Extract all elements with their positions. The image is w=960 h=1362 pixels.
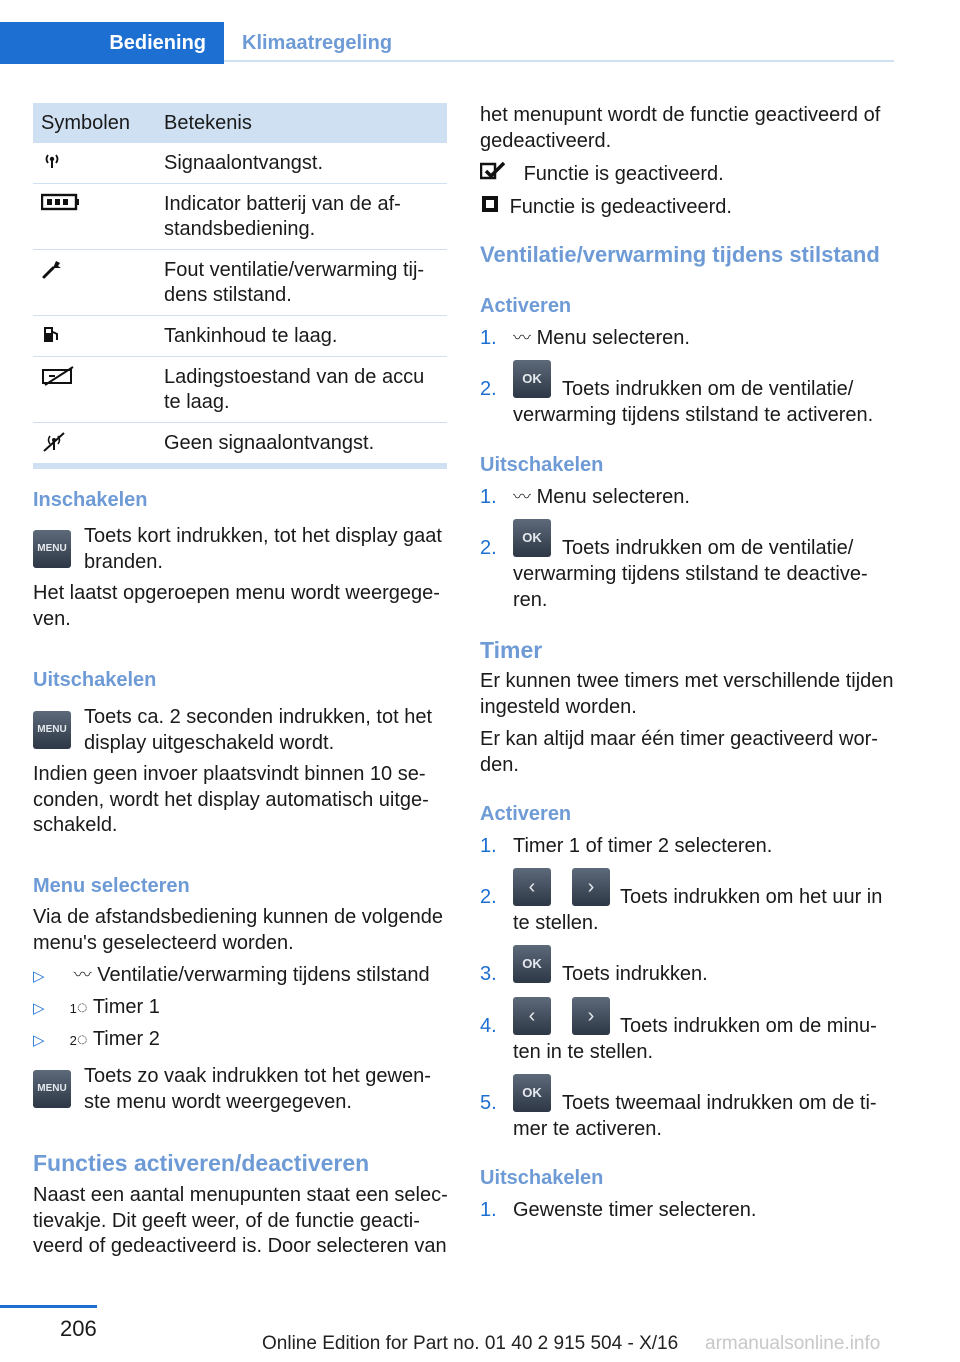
page-number: 206	[60, 1316, 97, 1341]
uitschakelen-heading: Uitschakelen	[33, 669, 157, 691]
ok-button-icon: OK	[513, 945, 551, 983]
checked-text: Functie is geactiveerd.	[523, 163, 724, 186]
row-text: Fout ventilatie/verwarming tij- dens stilstand.	[164, 259, 425, 306]
timer-paragraph-2: Er kan altijd maar één timer geactiveerd wor- den.	[480, 728, 878, 776]
wrench-icon	[33, 250, 164, 315]
list-item	[33, 963, 453, 990]
timer-icon: ◌	[76, 997, 88, 1017]
footer-accent-line	[0, 1305, 97, 1308]
list-item: 2.	[480, 378, 497, 400]
timer-activeren-heading: Activeren	[480, 803, 572, 825]
inschakelen-text: Toets kort indrukken, tot het display gaat branden.	[84, 525, 442, 573]
list-item-text: 〰 Menu selecteren.	[513, 327, 690, 349]
bullet-text: Timer 1	[92, 996, 160, 1018]
list-item: 2.	[480, 886, 497, 908]
step-text: Toets tweemaal indrukken om de ti-	[562, 1092, 877, 1114]
ok-button-icon: OK	[513, 360, 551, 398]
row-text: Tankinhoud te laag.	[164, 325, 338, 347]
list-item: 1.	[480, 835, 497, 857]
timer-uitschakelen-heading: Uitschakelen	[480, 1167, 604, 1189]
continued-paragraph: het menupunt wordt de functie geactiveerd of gedeactiveerd.	[480, 104, 881, 152]
inschakelen-heading: Inschakelen	[33, 489, 148, 511]
step-text: Gewenste timer selecteren.	[513, 1199, 757, 1221]
symbols-table	[33, 103, 447, 469]
step-text-continued: ten in te stellen.	[513, 1041, 654, 1063]
vent-heading: Ventilatie/verwarming tijdens stilstand	[480, 242, 880, 267]
list-item: 5.	[480, 1092, 497, 1114]
header-betekenis: Betekenis	[164, 112, 252, 134]
arrow-right-button-icon: ›	[572, 997, 610, 1035]
checkbox-checked-icon	[480, 161, 514, 189]
accu-low-icon	[33, 357, 164, 422]
timer-index: 2	[69, 1033, 77, 1048]
ventilation-icon: 〰	[73, 965, 92, 985]
row-text: Ladingstoestand van de accu te laag.	[164, 366, 425, 413]
step-text: Toets indrukken om de minu-	[620, 1015, 877, 1037]
tab-klimaatregeling[interactable]: Klimaatregeling	[224, 22, 894, 62]
inschakelen-paragraph: Het laatst opgeroepen menu wordt weergege- ven.	[33, 582, 440, 630]
list-item: 1.	[480, 327, 497, 349]
arrow-left-button-icon: ‹	[513, 868, 551, 906]
table-header	[33, 103, 447, 143]
row-text: Signaalontvangst.	[164, 152, 324, 174]
activeren-heading: Activeren	[480, 295, 572, 317]
list-item	[33, 995, 453, 1022]
table-row	[33, 184, 447, 250]
menu-button-icon: MENU	[33, 711, 71, 749]
step-text-continued: verwarming tijdens stilstand te deactive- ren.	[513, 563, 868, 611]
checked-line	[480, 161, 724, 189]
functies-heading: Functies activeren/deactiveren	[33, 1150, 370, 1176]
ok-button-icon: OK	[513, 1074, 551, 1112]
signal-icon	[33, 143, 164, 183]
table-row	[33, 423, 447, 464]
list-item-text: 〰 Menu selecteren.	[513, 486, 690, 508]
arrow-right-button-icon: ›	[572, 868, 610, 906]
menu-button-icon: MENU	[33, 1070, 71, 1108]
list-item: 4.	[480, 1015, 497, 1037]
step-text: Toets indrukken.	[562, 963, 708, 985]
list-item: 3.	[480, 963, 497, 985]
row-text: Indicator batterij van de af- standsbediening.	[164, 193, 401, 240]
step-text: Toets indrukken om het uur in	[620, 886, 883, 908]
unchecked-line	[480, 194, 732, 222]
list-item: 2.	[480, 537, 497, 559]
fuel-pump-icon	[33, 316, 164, 356]
step-text-continued: te stellen.	[513, 912, 599, 934]
uitschakelen-text: Toets ca. 2 seconden indrukken, tot het display uitgeschakeld wordt.	[84, 706, 432, 754]
menu-selecteren-heading: Menu selecteren	[33, 875, 190, 897]
table-row	[33, 357, 447, 423]
table-row	[33, 143, 447, 184]
edition-text: Online Edition for Part no. 01 40 2 915 504 - X/16	[262, 1333, 679, 1354]
timer-paragraph-1: Er kunnen twee timers met verschillende tijden ingesteld worden.	[480, 670, 894, 718]
menu-selecteren-paragraph: Via de afstandsbediening kunnen de volgende menu's geselecteerd worden.	[33, 906, 443, 954]
tab-bediening[interactable]: Bediening	[0, 22, 224, 64]
header-symbolen: Symbolen	[41, 112, 130, 134]
list-item	[33, 1027, 453, 1054]
ventilation-icon: 〰	[513, 487, 531, 507]
step-text: Toets indrukken om de ventilatie/	[562, 378, 854, 400]
no-signal-icon	[33, 423, 164, 463]
functies-paragraph: Naast een aantal menupunten staat een selec- tievakje. Dit geeft weer, of de functie geacti- veerd of gedeactiveerd is. Door selecteren van	[33, 1184, 448, 1257]
checkbox-unchecked-icon	[480, 194, 500, 222]
bullet-text: Timer 2	[92, 1028, 160, 1050]
ok-button-icon: OK	[513, 519, 551, 557]
step-text: Toets indrukken om de ventilatie/	[562, 537, 854, 559]
arrow-left-button-icon: ‹	[513, 997, 551, 1035]
table-row	[33, 316, 447, 357]
timer-icon: ◌	[76, 1029, 88, 1049]
menu-button-icon: MENU	[33, 530, 71, 568]
bullet-marker: ▷	[33, 1032, 45, 1049]
step-text-continued: verwarming tijdens stilstand te activeren.	[513, 404, 874, 426]
timer-index: 1	[69, 1001, 77, 1016]
ventilation-icon: 〰	[513, 328, 531, 348]
uitschakelen-paragraph: Indien geen invoer plaatsvindt binnen 10 se- conden, wordt het display automatisch uitge- schakeld.	[33, 763, 429, 836]
bullet-text: Ventilatie/verwarming tijdens stilstand	[97, 964, 430, 986]
bullet-marker: ▷	[33, 1000, 45, 1017]
uitschakelen-heading-right: Uitschakelen	[480, 454, 604, 476]
table-end-bar	[33, 464, 447, 469]
step-text-continued: mer te activeren.	[513, 1118, 662, 1140]
table-row	[33, 250, 447, 316]
menu-press-text: Toets zo vaak indrukken tot het gewen- ste menu wordt weergegeven.	[84, 1065, 431, 1113]
timer-heading: Timer	[480, 637, 543, 663]
list-item: 1.	[480, 486, 497, 508]
unchecked-text: Functie is gedeactiveerd.	[509, 196, 732, 219]
step-text: Timer 1 of timer 2 selecteren.	[513, 835, 773, 857]
battery-icon	[33, 184, 164, 249]
bullet-marker: ▷	[33, 968, 45, 985]
row-text: Geen signaalontvangst.	[164, 432, 375, 454]
watermark: armanualsonline.info	[705, 1333, 881, 1354]
list-item: 1.	[480, 1199, 497, 1221]
